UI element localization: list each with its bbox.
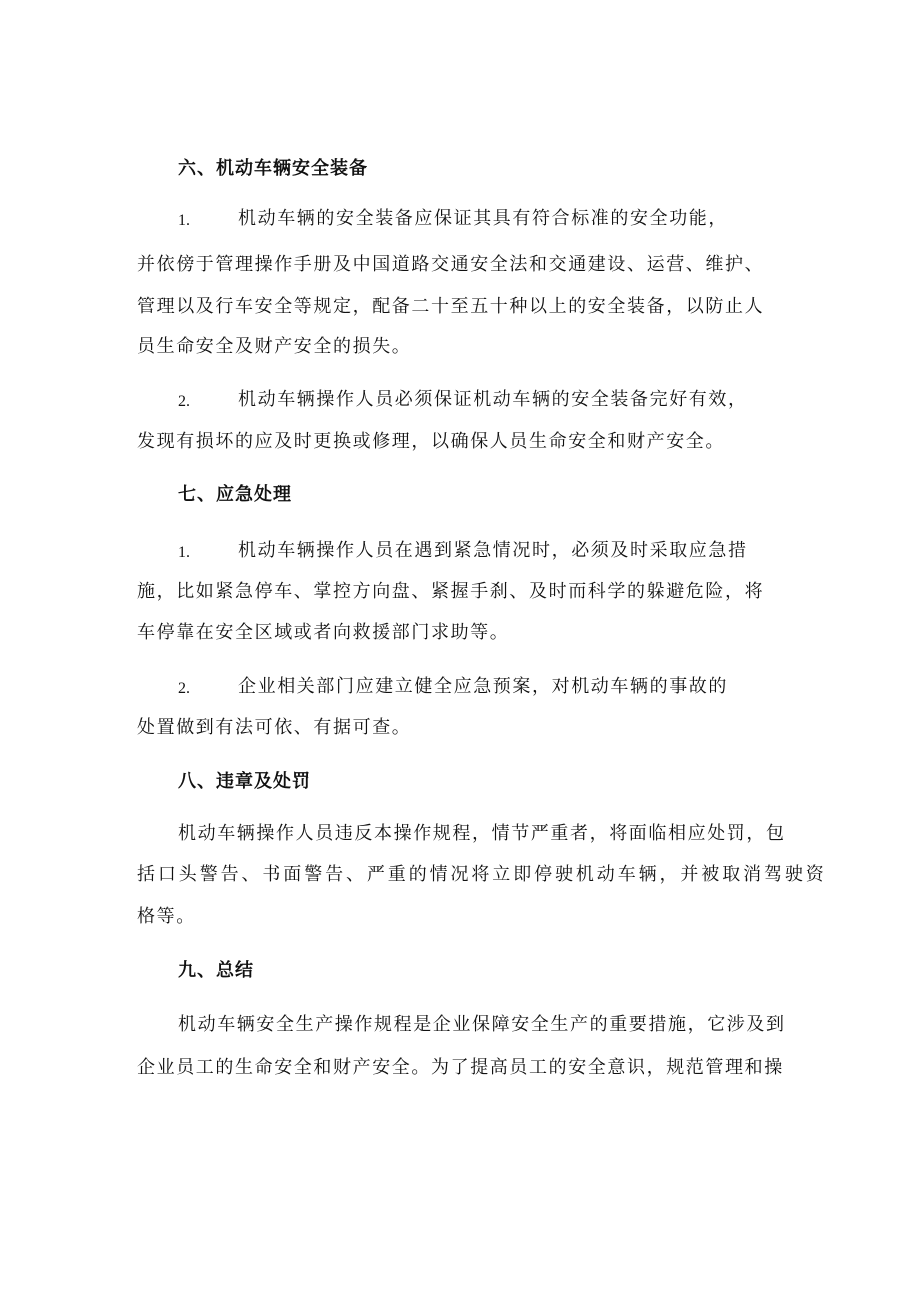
paragraph-line: 车停靠在安全区域或者向救援部门求助等。 (137, 622, 510, 643)
paragraph-line: 机动车辆操作人员违反本操作规程，情节严重者，将面临相应处罚，包 (178, 823, 786, 844)
item-number: 1. (178, 544, 190, 561)
paragraph-line: 机动车辆操作人员必须保证机动车辆的安全装备完好有效， (238, 389, 748, 410)
paragraph-line: 企业相关部门应建立健全应急预案，对机动车辆的事故的 (238, 676, 728, 697)
paragraph-line: 施，比如紧急停车、掌控方向盘、紧握手刹、及时而科学的躲避危险，将 (137, 581, 765, 602)
paragraph-line: 员生命安全及财产安全的损失。 (137, 336, 412, 357)
paragraph-line: 机动车辆安全生产操作规程是企业保障安全生产的重要措施，它涉及到 (178, 1014, 786, 1035)
paragraph-line: 格等。 (137, 906, 196, 927)
paragraph-line: 机动车辆的安全装备应保证其具有符合标准的安全功能， (238, 208, 728, 229)
section-heading-6: 六、机动车辆安全装备 (178, 158, 368, 179)
paragraph-line: 企业员工的生命安全和财产安全。为了提高员工的安全意识，规范管理和操 (137, 1057, 784, 1078)
section-heading-8: 八、违章及处罚 (178, 771, 311, 792)
paragraph-line: 括口头警告、书面警告、严重的情况将立即停驶机动车辆，并被取消驾驶资 (137, 864, 827, 885)
item-number: 2. (178, 680, 190, 697)
paragraph-line: 发现有损坏的应及时更换或修理，以确保人员生命安全和财产安全。 (137, 431, 725, 452)
item-number: 1. (178, 212, 190, 229)
section-heading-7: 七、应急处理 (178, 484, 292, 505)
paragraph-line: 机动车辆操作人员在遇到紧急情况时，必须及时采取应急措 (238, 540, 748, 561)
paragraph-line: 管理以及行车安全等规定，配备二十至五十种以上的安全装备，以防止人 (137, 296, 765, 317)
item-number: 2. (178, 393, 190, 410)
paragraph-line: 并依傍于管理操作手册及中国道路交通安全法和交通建设、运营、维护、 (137, 254, 765, 275)
paragraph-line: 处置做到有法可依、有据可查。 (137, 717, 412, 738)
section-heading-9: 九、总结 (178, 960, 254, 981)
